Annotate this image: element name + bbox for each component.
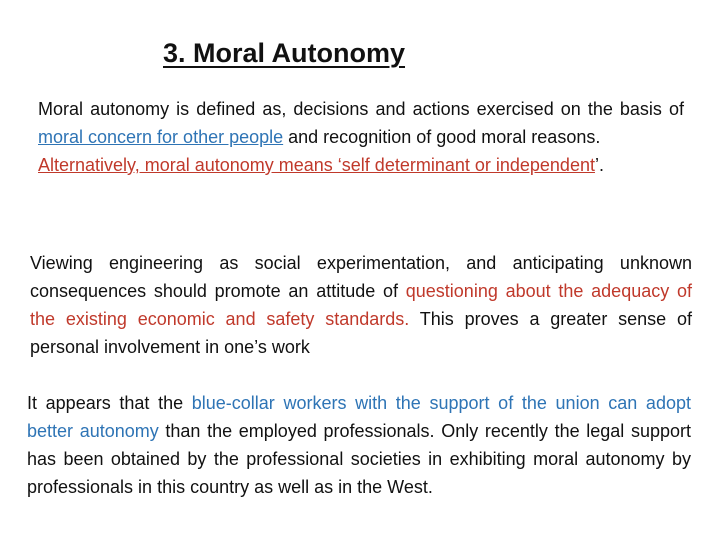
blue-collar-text-end: than the employed professionals. Only recently the legal support has been obtained by the professional societies in exhibiting moral autonomy by professionals in this country as well as in the West. xyxy=(27,421,691,497)
alternative-definition-end: ’. xyxy=(594,155,604,175)
definition-text-end: and recognition of good moral reasons. xyxy=(283,127,601,147)
definition-text: Moral autonomy is defined as, decisions and actions exercised on the basis of xyxy=(38,99,684,119)
blue-collar-paragraph xyxy=(27,389,691,501)
questioning-highlight: questioning about the adequacy of the existing economic and safety standards. xyxy=(30,281,692,329)
blue-collar-highlight: blue-collar workers with the support of the union can adopt better autonomy xyxy=(27,393,691,441)
slide-title: 3. Moral Autonomy xyxy=(163,38,406,68)
alternative-definition-highlight: Alternatively, moral autonomy means ‘self determinant or independent xyxy=(38,155,595,175)
definition-paragraph xyxy=(38,95,684,179)
experimentation-text-end: This proves a greater sense of personal involvement in one’s work xyxy=(30,309,692,357)
experimentation-paragraph xyxy=(30,249,692,361)
blue-collar-text: It appears that the xyxy=(27,393,192,413)
moral-concern-highlight: moral concern for other people xyxy=(38,127,284,147)
experimentation-text: Viewing engineering as social experimentation, and anticipating unknown consequences should promote an attitude of xyxy=(30,253,692,301)
